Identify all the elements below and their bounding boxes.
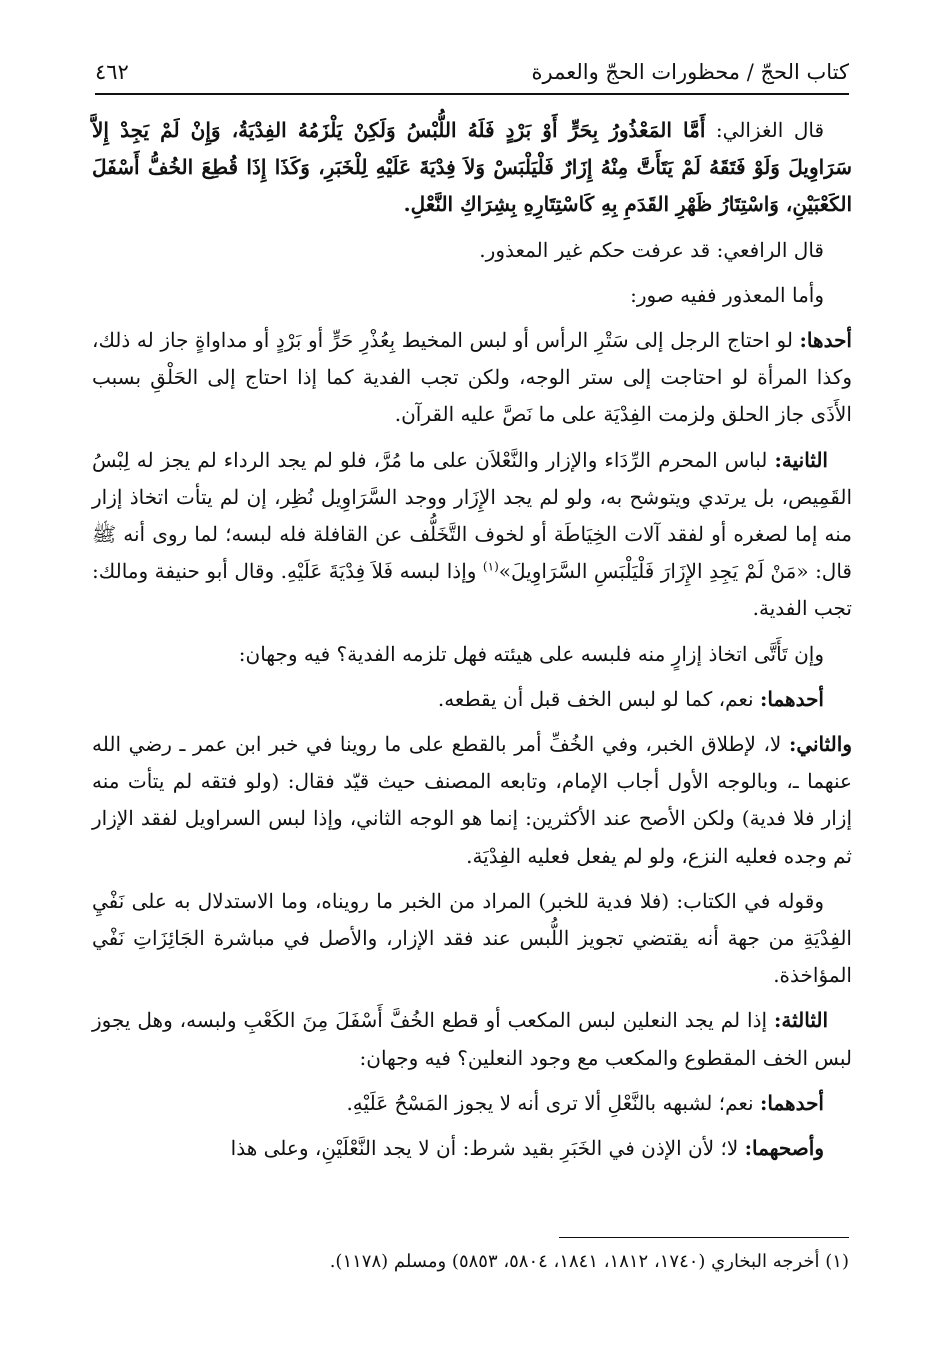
paragraph-text: نعم، كما لو لبس الخف قبل أن يقطعه.	[437, 686, 760, 711]
paragraph-kitab: وقوله في الكتاب: (فلا فدية للخبر) المراد من الخبر ما رويناه، وما الاستدلال به على نَفْيِ الفِدْيَةِ من جهة أنه يقتضي تجويز اللُّبس عند فقد الإزار، والأصل في مباشرة الجَائِزَاتِ نَفْي المؤاخذة.	[92, 888, 852, 988]
main-text	[92, 112, 852, 1175]
footnote-text: أخرجه البخاري (١٧٤٠، ١٨١٢، ١٨٤١، ٥٨٠٤، ٥٨٥٣) ومسلم (١١٧٨).	[329, 1251, 820, 1272]
footnote-marker: (١)	[825, 1251, 849, 1272]
header-divider	[95, 93, 849, 95]
footnote	[95, 1247, 849, 1277]
paragraph-text: لو احتاج الرجل إلى سَتْرِ الرأس أو لبس المخيط بِعُذْرِ حَرٍّ أو بَرْدٍ أو مداواةٍ جاز له ذلك، وكذا المرأة لو احتاجت إلى ستر الوجه، ولكن تجب الفدية كما إذا احتاج إلى الحَلْقِ بسبب الأَذَى جاز الحلق ولزمت الفِدْيَة على ما نَصَّ عليه القرآن.	[92, 328, 852, 427]
paragraph-lead: قال الغزالي:	[705, 118, 825, 142]
paragraph-two-views: وإن تَأَتَّى اتخاذ إزارٍ منه فلبسه على هيئته فهل تلزمه الفدية؟ فيه وجهان:	[238, 641, 824, 666]
paragraph-lead: والثاني:	[788, 732, 852, 757]
page-number: ٤٦٢	[95, 60, 129, 84]
paragraph-text: لا؛ لأن الإذن في الخَبَرِ بقيد شرط: أن لا يجد النَّعْلَيْنِ، وعلى هذا	[230, 1136, 745, 1161]
paragraph-lead: الثانية:	[774, 447, 828, 472]
paragraph-ghazali	[92, 112, 852, 224]
paragraph-view-one	[92, 681, 852, 718]
paragraph-lead: أحدهما:	[759, 686, 824, 711]
header-title: كتاب الحجّ / محظورات الحجّ والعمرة	[531, 60, 849, 84]
ghazali-quote: أَمَّا المَعْذُورُ بِحَرٍّ أَوْ بَرْدٍ فَلَهُ اللُّبْسُ وَلَكِنْ يَلْزَمُهُ الفِدْيَةُ، وَإِنْ لَمْ يَجِدْ إِلاَّ سَرَاوِيلَ وَلَوْ فَتَقَهُ لَمْ يَتَأَتَّ مِنْهُ إِزَارٌ فَلْيَلْبَسْ وَلاَ فِدْيَةَ عَلَيْهِ لِلْخَبَرِ، وَكَذَا إِذَا قُطِعَ الخُفُّ أَسْفَلَ الكَعْبَيْنِ، وَاسْتِتَارُ ظَهْرِ القَدَمِ بِهِ كَاسْتِتَارِهِ بِشِرَاكِ النَّعْلِ.	[92, 118, 852, 217]
paragraph-lead: أحدها:	[799, 328, 852, 353]
paragraph-rafii: قال الرافعي: قد عرفت حكم غير المعذور.	[479, 237, 824, 262]
paragraph-lead: الثالثة:	[774, 1008, 829, 1033]
paragraph-second	[92, 442, 852, 628]
paragraph-view-one-b	[92, 1085, 852, 1122]
paragraph-text-cont: وإذا لبسه فَلاَ فِدْيَةَ عَلَيْهِ. وقال أبو حنيفة ومالك: تجب الفدية.	[92, 559, 852, 621]
paragraph-intro: وأما المعذور ففيه صور:	[630, 282, 824, 307]
footnote-ref[interactable]: (١)	[482, 559, 499, 574]
running-header	[95, 52, 849, 92]
paragraph-view-two	[92, 726, 852, 875]
paragraph-third	[92, 1002, 852, 1076]
paragraph-text: نعم؛ لشبهه بالنَّعْلِ ألا ترى أنه لا يجوز المَسْحُ عَلَيْهِ.	[346, 1090, 760, 1115]
paragraph-most-correct	[92, 1130, 852, 1167]
paragraph-text: إذا لم يجد النعلين لبس المكعب أو قطع الخُفَّ أَسْفَلَ مِنَ الكَعْبِ ولبسه، وهل يجوز لبس الخف المقطوع والمكعب مع وجود النعلين؟ فيه وجهان:	[92, 1008, 852, 1070]
paragraph-first	[92, 322, 852, 434]
paragraph-text: لباس المحرم الرِّدَاء والإزار والنَّعْلاَن على ما مُرَّ، فلو لم يجد الرداء لم يجز له لِبْسُ القَمِيص، بل يرتدي ويتوشح به، ولو لم يجد الإِزَار ووجد السَّرَاوِيل نُظِر، إن لم يتأت اتخاذ إزار منه إما لصغره أو لفقد آلات الخِيَاطَة أو لخوف التَّخَلُّف عن القافلة فله لبسه؛ لما روى أنه ﷺ قال: «مَنْ لَمْ يَجِدِ الإِزَارَ فَلْيَلْبَسِ السَّرَاوِيلَ»	[92, 447, 852, 584]
footnote-divider	[559, 1237, 849, 1238]
paragraph-lead: أحدهما:	[759, 1090, 824, 1115]
paragraph-lead: وأصحهما:	[744, 1136, 824, 1161]
paragraph-text: لا، لإطلاق الخبر، وفي الخُفِّ أمر بالقطع على ما روينا في خبر ابن عمر ـ رضي الله عنهما ـ، وبالوجه الأول أجاب الإمام، وتابعه المصنف حيث قيّد فقال: (ولو فتقه لم يتأت منه إزار فلا فدية) ولكن الأصح عند الأكثرين: إنما هو الوجه الثاني، وإذا لبس السراويل لفقد الإزار ثم وجده فعليه النزع، ولو لم يفعل فعليه الفِدْيَة.	[92, 732, 852, 868]
